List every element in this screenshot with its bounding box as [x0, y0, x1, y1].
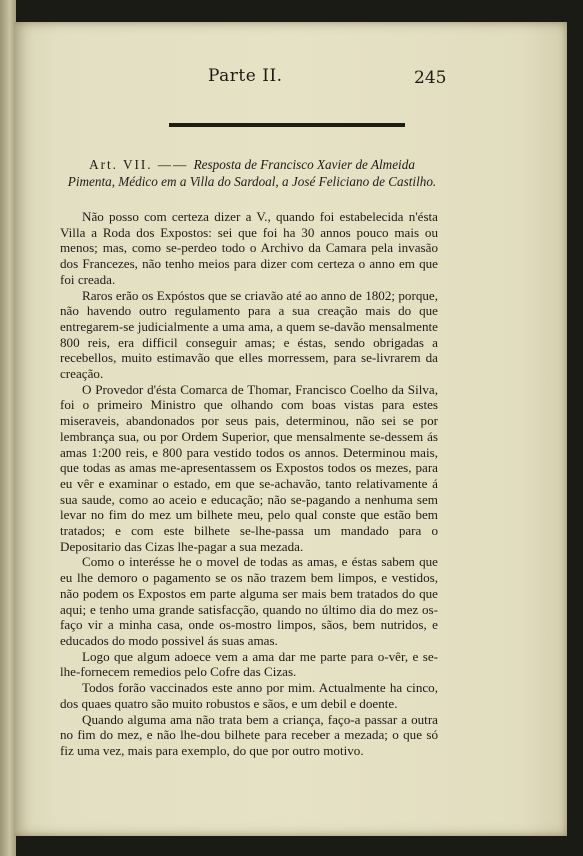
- page-number: 245: [414, 68, 447, 88]
- paragraph: Quando alguma ama não trata bem a criança, faço-a passar a outra no fim do mez, e não lhe-dou bilhete para receber a mezada; o que só fiz uma vez, mais para exemplo, do que por outro motivo.: [60, 711, 438, 758]
- paragraph: Raros erão os Expóstos que se criavão até ao anno de 1802; porque, não havendo outro regulamento para a sua creação mais do que entregarem-se judicialmente a uma ama, a quem se-davão mensalmente 800 reis, era difficil conseguir amas; e éstas, sendo obrigadas a recebellos, muito estimavão que elles morressem, para se-livrarem da creação.: [60, 287, 438, 382]
- article-heading: [66, 156, 438, 190]
- paragraph: O Provedor d'ésta Comarca de Thomar, Francisco Coelho da Silva, foi o primeiro Ministro que olhando com boas vistas para estes miseraveis, abandonados por seus pais, determinou, não sei se por lembrança sua, ou por Ordem Superior, que mensalmente se-dessem ás amas 1:200 reis, e 800 para vestido todos os annos. Determinou mais, que todas as amas me-apresentassem os Expostos todos os mezes, para eu vêr e examinar o estado, em que se-achavão, tanto relativamente á sua saude, como ao aceio e educação; não se-pagando a nenhuma sem levar no fim do mez um bilhete meu, pelo qual conste que estão bem tratados; e com este bilhete se-lhe-passa um mandado para o Depositario das Cizas lhe-pagar a sua mezada.: [60, 381, 438, 554]
- paragraph: Como o interésse he o movel de todas as amas, e éstas sabem que eu lhe demoro o pagamento se os não trazem bem limpos, e vestidos, não podem os Expostos em parte alguma ser mais bem tratados do que aqui; e tenho uma grande satisfacção, quando no último dia do mez os-faço vir a minha casa, onde os-mostro limpos, sãos, bem nutridos, e educados do modo possivel ás suas amas.: [60, 554, 438, 648]
- paragraph: Não posso com certeza dizer a V., quando foi estabelecida n'ésta Villa a Roda dos Expostos: sei que foi ha 30 annos pouco mais ou menos; mas, como se-perdeo todo o Archivo da Camara pela invasão dos Francezes, não tenho meios para dizer com certeza o anno em que foi creada.: [60, 209, 438, 287]
- paragraph: Todos forão vaccinados este anno por mim. Actualmente ha cinco, dos quaes quatro são muito robustos e sãos, e um debil e doente.: [60, 680, 438, 711]
- article-title-text: Resposta de Francisco Xavier de Almeida Pimenta, Médico em a Villa do Sardoal, a José Feliciano de Castilho.: [67, 157, 437, 189]
- paragraph: Logo que algum adoece vem a ama dar me parte para o-vêr, e se-lhe-fornecem remedios pelo Cofre das Cizas.: [60, 648, 438, 680]
- running-header-section: Parte II.: [208, 66, 283, 86]
- article-label: Art. VII. ——: [89, 157, 194, 172]
- article-body: [60, 209, 438, 759]
- header-rule: [169, 123, 405, 127]
